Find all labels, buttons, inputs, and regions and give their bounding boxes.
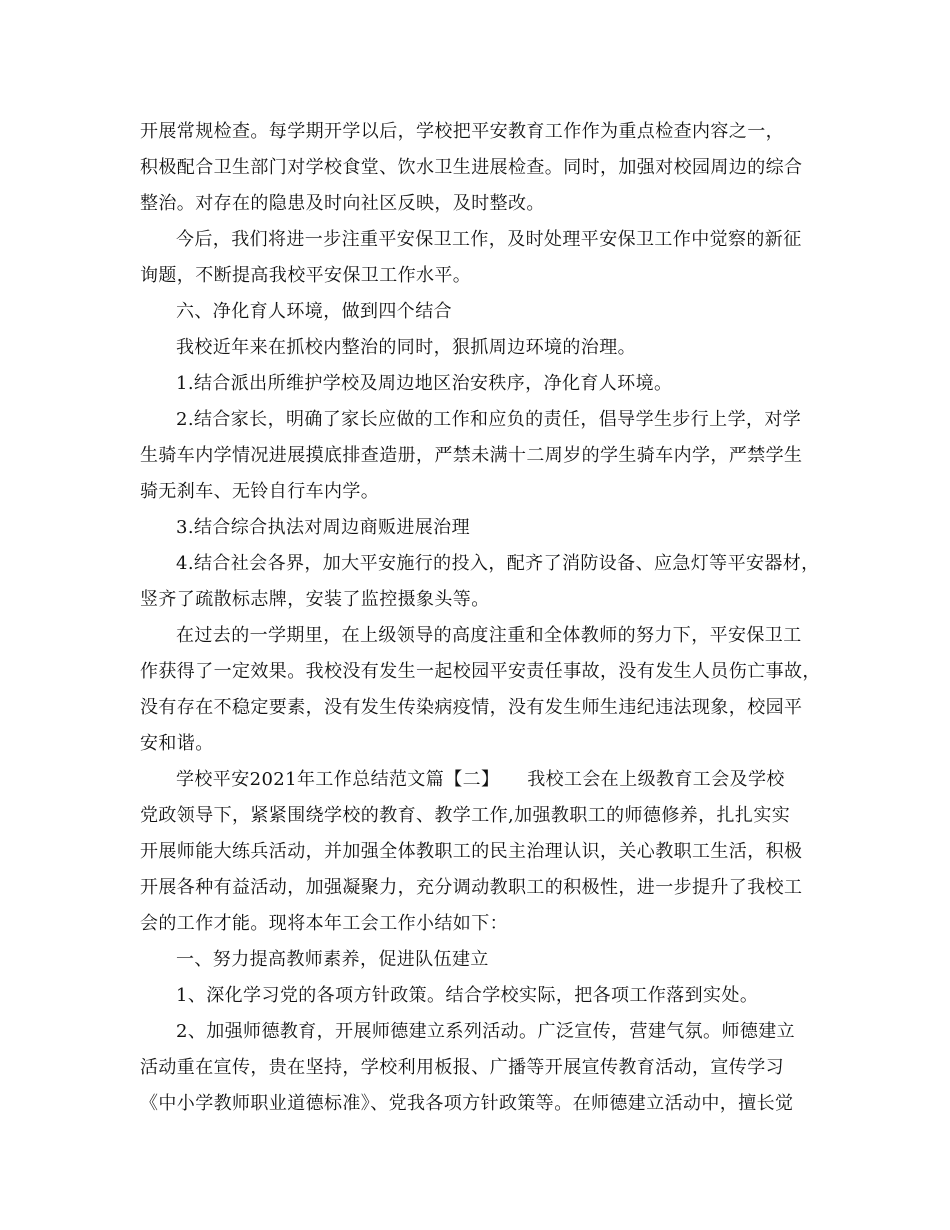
text-line: 没有存在不稳定要素，没有发生传染病疫情，没有发生师生违纪违法现象，校园平 xyxy=(140,697,803,718)
text-line: 整治。对存在的隐患及时向社区反映，及时整改。 xyxy=(140,193,545,214)
list-item: 1、深化学习党的各项方针政策。结合学校实际，把各项工作落到实处。 xyxy=(176,985,759,1006)
text-line: 《中小学教师职业道德标准》、党我各项方针政策等。在师德建立活动中，擅长觉 xyxy=(140,1093,794,1114)
list-item: 4.结合社会各界，加大平安施行的投入，配齐了消防设备、应急灯等平安器材， xyxy=(176,553,820,574)
text-line: 活动重在宣传，贵在坚持，学校利用板报、广播等开展宣传教育活动，宣传学习 xyxy=(140,1057,784,1078)
list-item: 3.结合综合执法对周边商贩进展治理 xyxy=(176,517,470,538)
section-heading: 一、努力提高教师素养，促进队伍建立 xyxy=(176,949,489,970)
text-line: 开展师能大练兵活动，并加强全体教职工的民主治理认识，关心教职工生活，积极 xyxy=(140,841,803,862)
text-line: 开展常规检查。每学期开学以后，学校把平安教育工作作为重点检查内容之一， xyxy=(140,121,784,142)
list-item: 2.结合家长，明确了家长应做的工作和应负的责任，倡导学生步行上学，对学 xyxy=(176,409,802,430)
list-item: 2、加强师德教育，开展师德建立系列活动。广泛宣传，营建气氛。师德建立 xyxy=(176,1021,796,1042)
text-line: 安和谐。 xyxy=(140,733,214,754)
text-line: 生骑车内学情况进展摸底排查造册，严禁未满十二周岁的学生骑车内学，严禁学生 xyxy=(140,445,803,466)
text-line: 询题，不断提高我校平安保卫工作水平。 xyxy=(140,265,472,286)
text-line: 骑无刹车、无铃自行车内学。 xyxy=(140,481,380,502)
text-line: 会的工作才能。现将本年工会工作小结如下： xyxy=(140,913,508,934)
paragraph-line: 在过去的一学期里，在上级领导的高度注重和全体教师的努力下，平安保卫工 xyxy=(176,625,802,646)
list-item: 1.结合派出所维护学校及周边地区治安秩序，净化育人环境。 xyxy=(176,373,673,394)
paragraph-line: 今后，我们将进一步注重平安保卫工作，及时处理平安保卫工作中觉察的新征 xyxy=(176,229,802,250)
section-heading: 六、净化育人环境，做到四个结合 xyxy=(176,301,452,322)
text-line: 作获得了一定效果。我校没有发生一起校园平安责任事故，没有发生人员伤亡事故， xyxy=(140,661,821,682)
text-line: 竖齐了疏散标志牌，安装了监控摄象头等。 xyxy=(140,589,490,610)
article-title-line: 学校平安2021年工作总结范文篇【二】 我校工会在上级教育工会及学校 xyxy=(176,769,785,790)
text-line: 开展各种有益活动，加强凝聚力，充分调动教职工的积极性，进一步提升了我校工 xyxy=(140,877,803,898)
text-line: 党政领导下，紧紧围绕学校的教育、教学工作,加强教职工的师德修养，扎扎实实 xyxy=(140,805,791,826)
text-line: 积极配合卫生部门对学校食堂、饮水卫生进展检查。同时，加强对校园周边的综合 xyxy=(140,157,803,178)
paragraph-line: 我校近年来在抓校内整治的同时，狠抓周边环境的治理。 xyxy=(176,337,636,358)
